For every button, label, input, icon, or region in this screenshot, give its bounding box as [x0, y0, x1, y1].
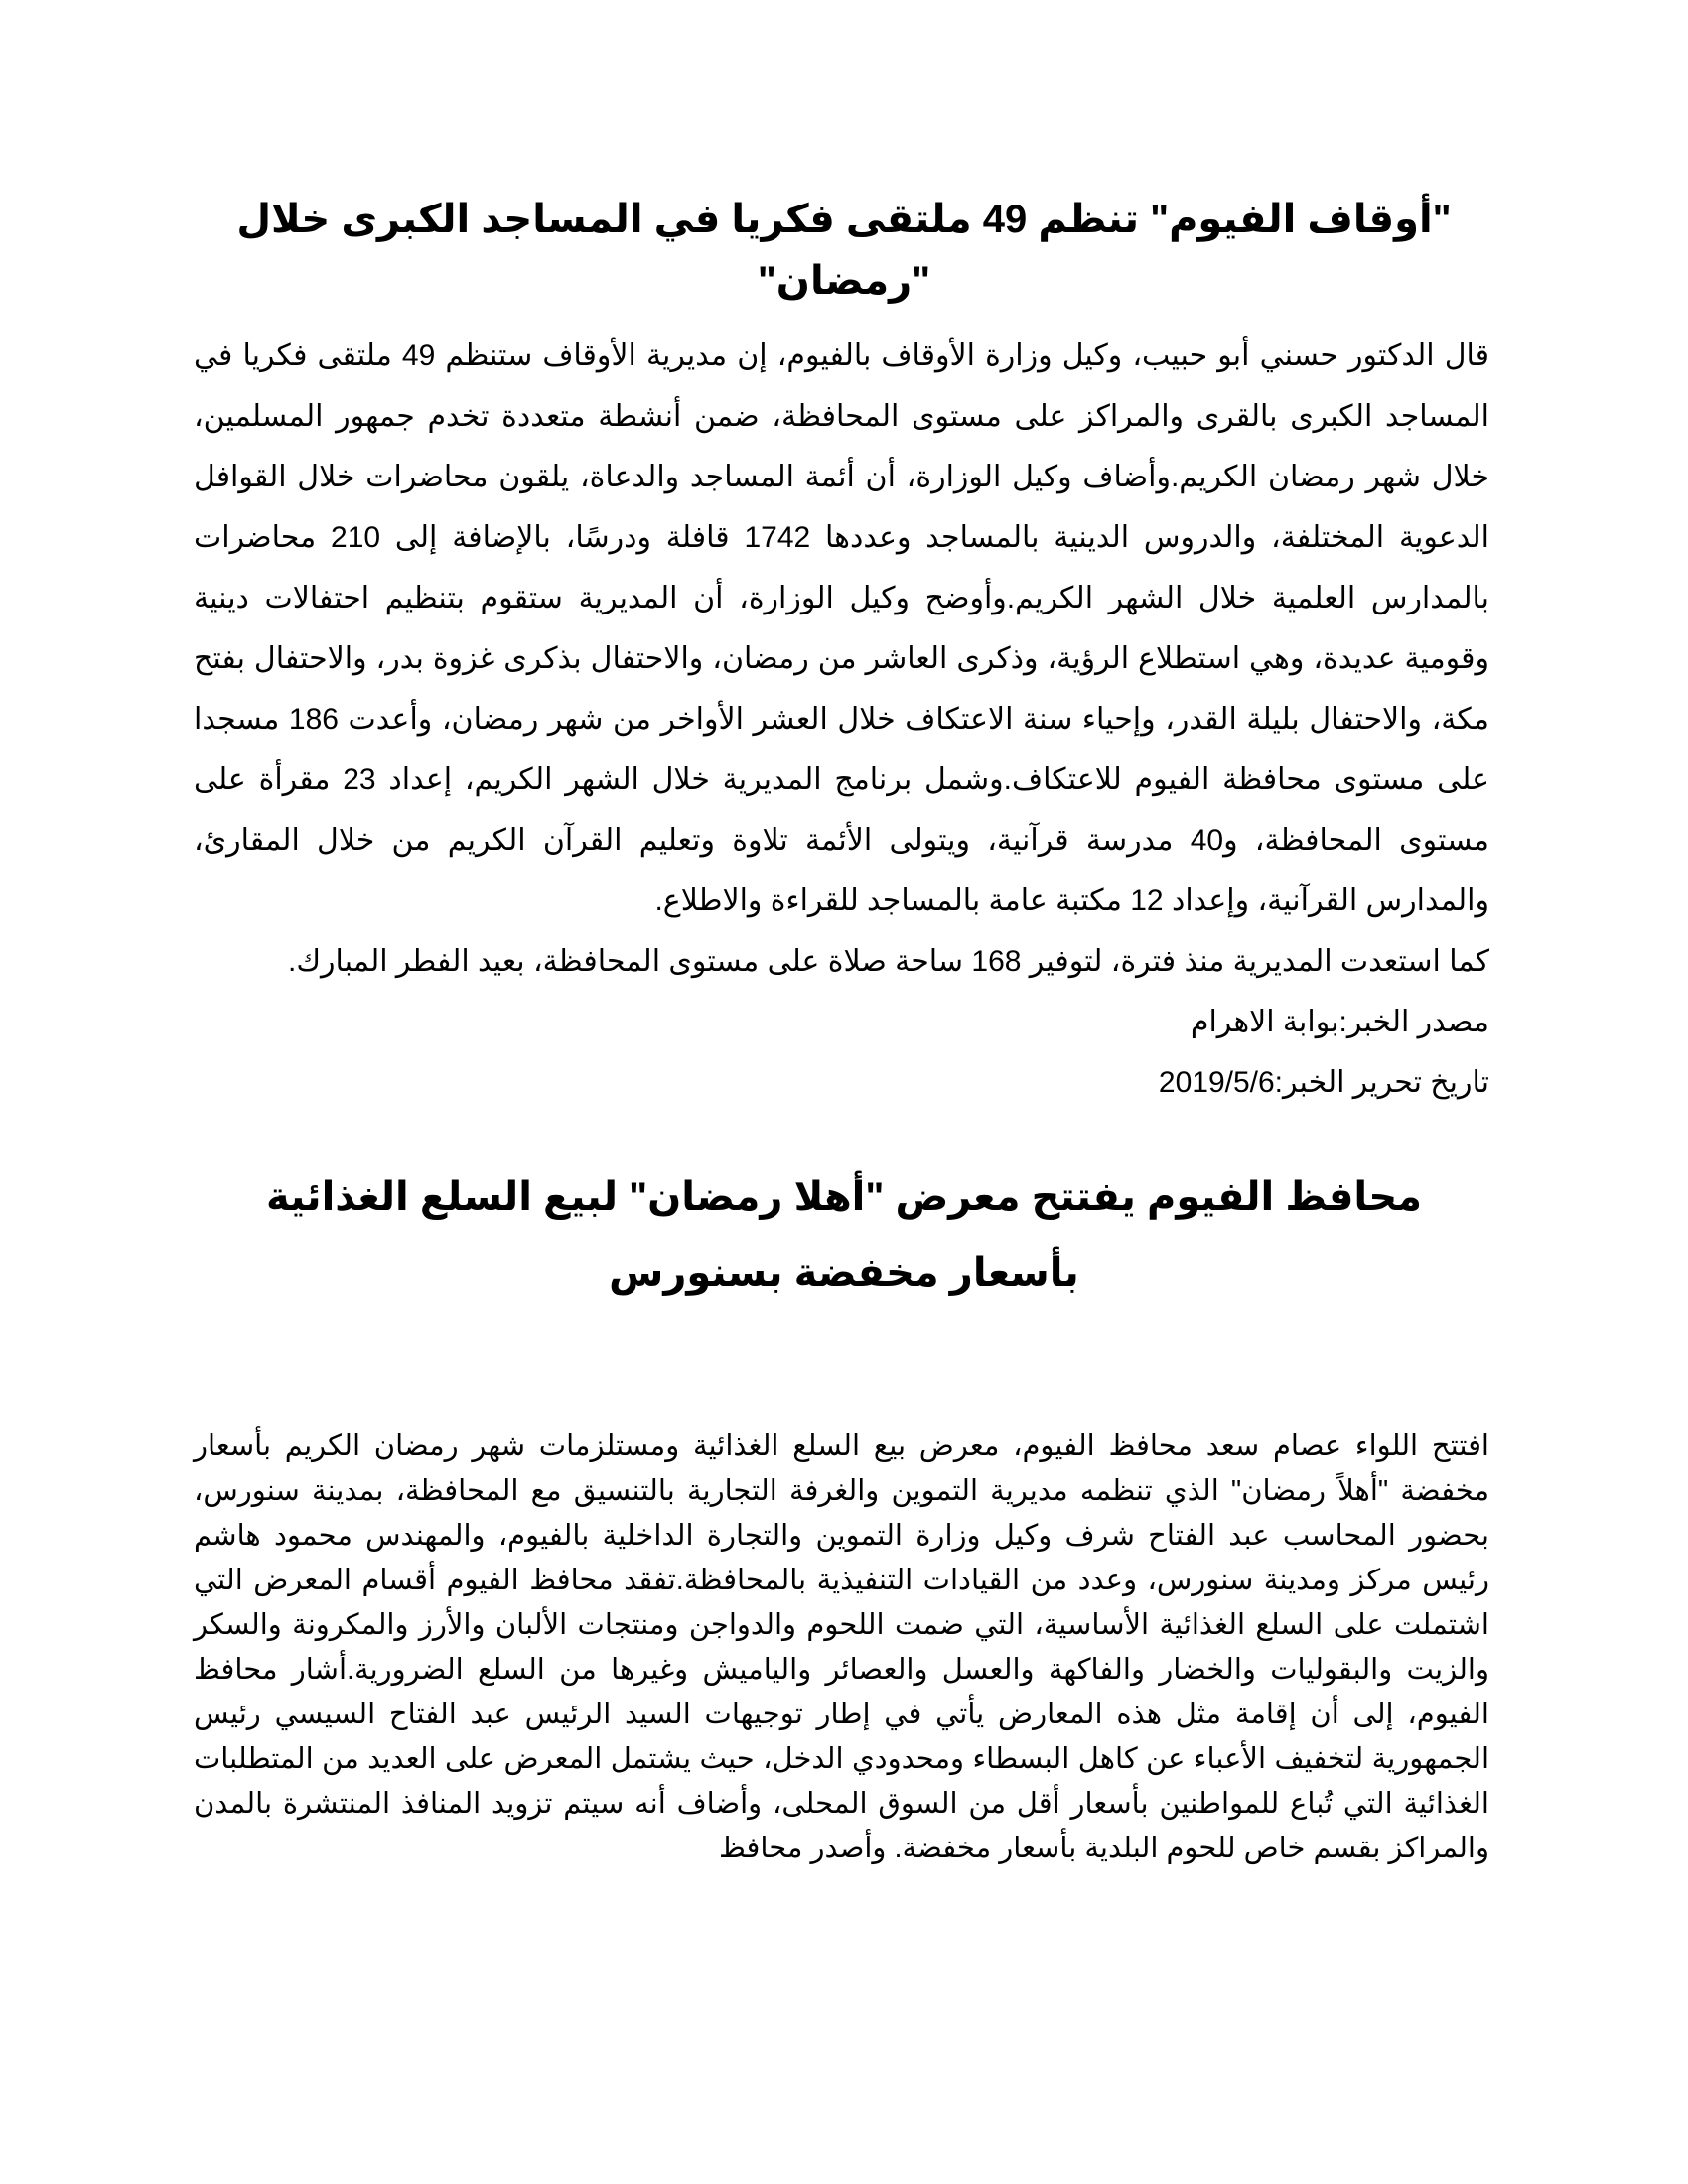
article-1-paragraph: قال الدكتور حسني أبو حبيب، وكيل وزارة الأوقاف بالفيوم، إن مديرية الأوقاف ستنظم 49 ملتقى فكريا في المساجد الكبرى بالقرى والمراكز على مستوى المحافظة، ضمن أنشطة متعددة تخدم جمهور المسلمين، خلال شهر رمضان الكريم.وأضاف وكيل الوزارة، أن أئمة المساجد والدعاة، يلقون محاضرات خلال القوافل الدعوية المختلفة، والدروس الدينية بالمساجد وعددها 1742 قافلة ودرسًا، بالإضافة إلى 210 محاضرات بالمدارس العلمية خلال الشهر الكريم.وأوضح وكيل الوزارة، أن المديرية ستقوم بتنظيم احتفالات دينية وقومية عديدة، وهي استطلاع الرؤية، وذكرى العاشر من رمضان، والاحتفال بذكرى غزوة بدر، والاحتفال بفتح مكة، والاحتفال بليلة القدر، وإحياء سنة الاعتكاف خلال العشر الأواخر من شهر رمضان، وأعدت 186 مسجدا على مستوى محافظة الفيوم للاعتكاف.وشمل برنامج المديرية خلال الشهر الكريم، إعداد 23 مقرأة على مستوى المحافظة، و40 مدرسة قرآنية، ويتولى الأئمة تلاوة وتعليم القرآن الكريم من خلال المقارئ، والمدارس القرآنية، وإعداد 12 مكتبة عامة بالمساجد للقراءة والاطلاع.: [194, 340, 1490, 917]
article-2-title: محافظ الفيوم يفتتح معرض "أهلا رمضان" لبيع السلع الغذائية بأسعار مخفضة بسنورس: [265, 1175, 1423, 1295]
article-1-body: [194, 326, 1489, 1113]
article-1-title: "أوقاف الفيوم" تنظم 49 ملتقى فكريا في المساجد الكبرى خلال "رمضان": [236, 198, 1452, 303]
article-1-source: مصدر الخبر:بوابة الاهرام: [1190, 1006, 1489, 1038]
article-2-body: افتتح اللواء عصام سعد محافظ الفيوم، معرض بيع السلع الغذائية ومستلزمات شهر رمضان الكريم بأسعار مخفضة "أهلاً رمضان" الذي تنظمه مديرية التموين والغرفة التجارية بالتنسيق مع المحافظة، بمدينة سنورس، بحضور المحاسب عبد الفتاح شرف وكيل وزارة التموين والتجارة الداخلية بالفيوم، والمهندس محمود هاشم رئيس مركز ومدينة سنورس، وعدد من القيادات التنفيذية بالمحافظة.تفقد محافظ الفيوم أقسام المعرض التي اشتملت على السلع الغذائية الأساسية، التي ضمت اللحوم والدواجن ومنتجات الألبان والأرز والمكرونة والسكر والزيت والبقوليات والخضار والفاكهة والعسل والعصائر والياميش وغيرها من السلع الضرورية.أشار محافظ الفيوم، إلى أن إقامة مثل هذه المعارض يأتي في إطار توجيهات السيد الرئيس عبد الفتاح السيسي رئيس الجمهورية لتخفيف الأعباء عن كاهل البسطاء ومحدودي الدخل، حيث يشتمل المعرض على العديد من المتطلبات الغذائية التي تُباع للمواطنين بأسعار أقل من السوق المحلى، وأضاف أنه سيتم تزويد المنافذ المنتشرة بالمدن والمراكز بقسم خاص للحوم البلدية بأسعار مخفضة. وأصدر محافظ: [194, 1431, 1489, 1864]
article-1-paragraph-2: كما استعدت المديرية منذ فترة، لتوفير 168 ساحة صلاة على مستوى المحافظة، بعيد الفطر المبارك.: [287, 945, 1489, 978]
article-1-date: تاريخ تحرير الخبر:2019/5/6: [1158, 1066, 1489, 1099]
